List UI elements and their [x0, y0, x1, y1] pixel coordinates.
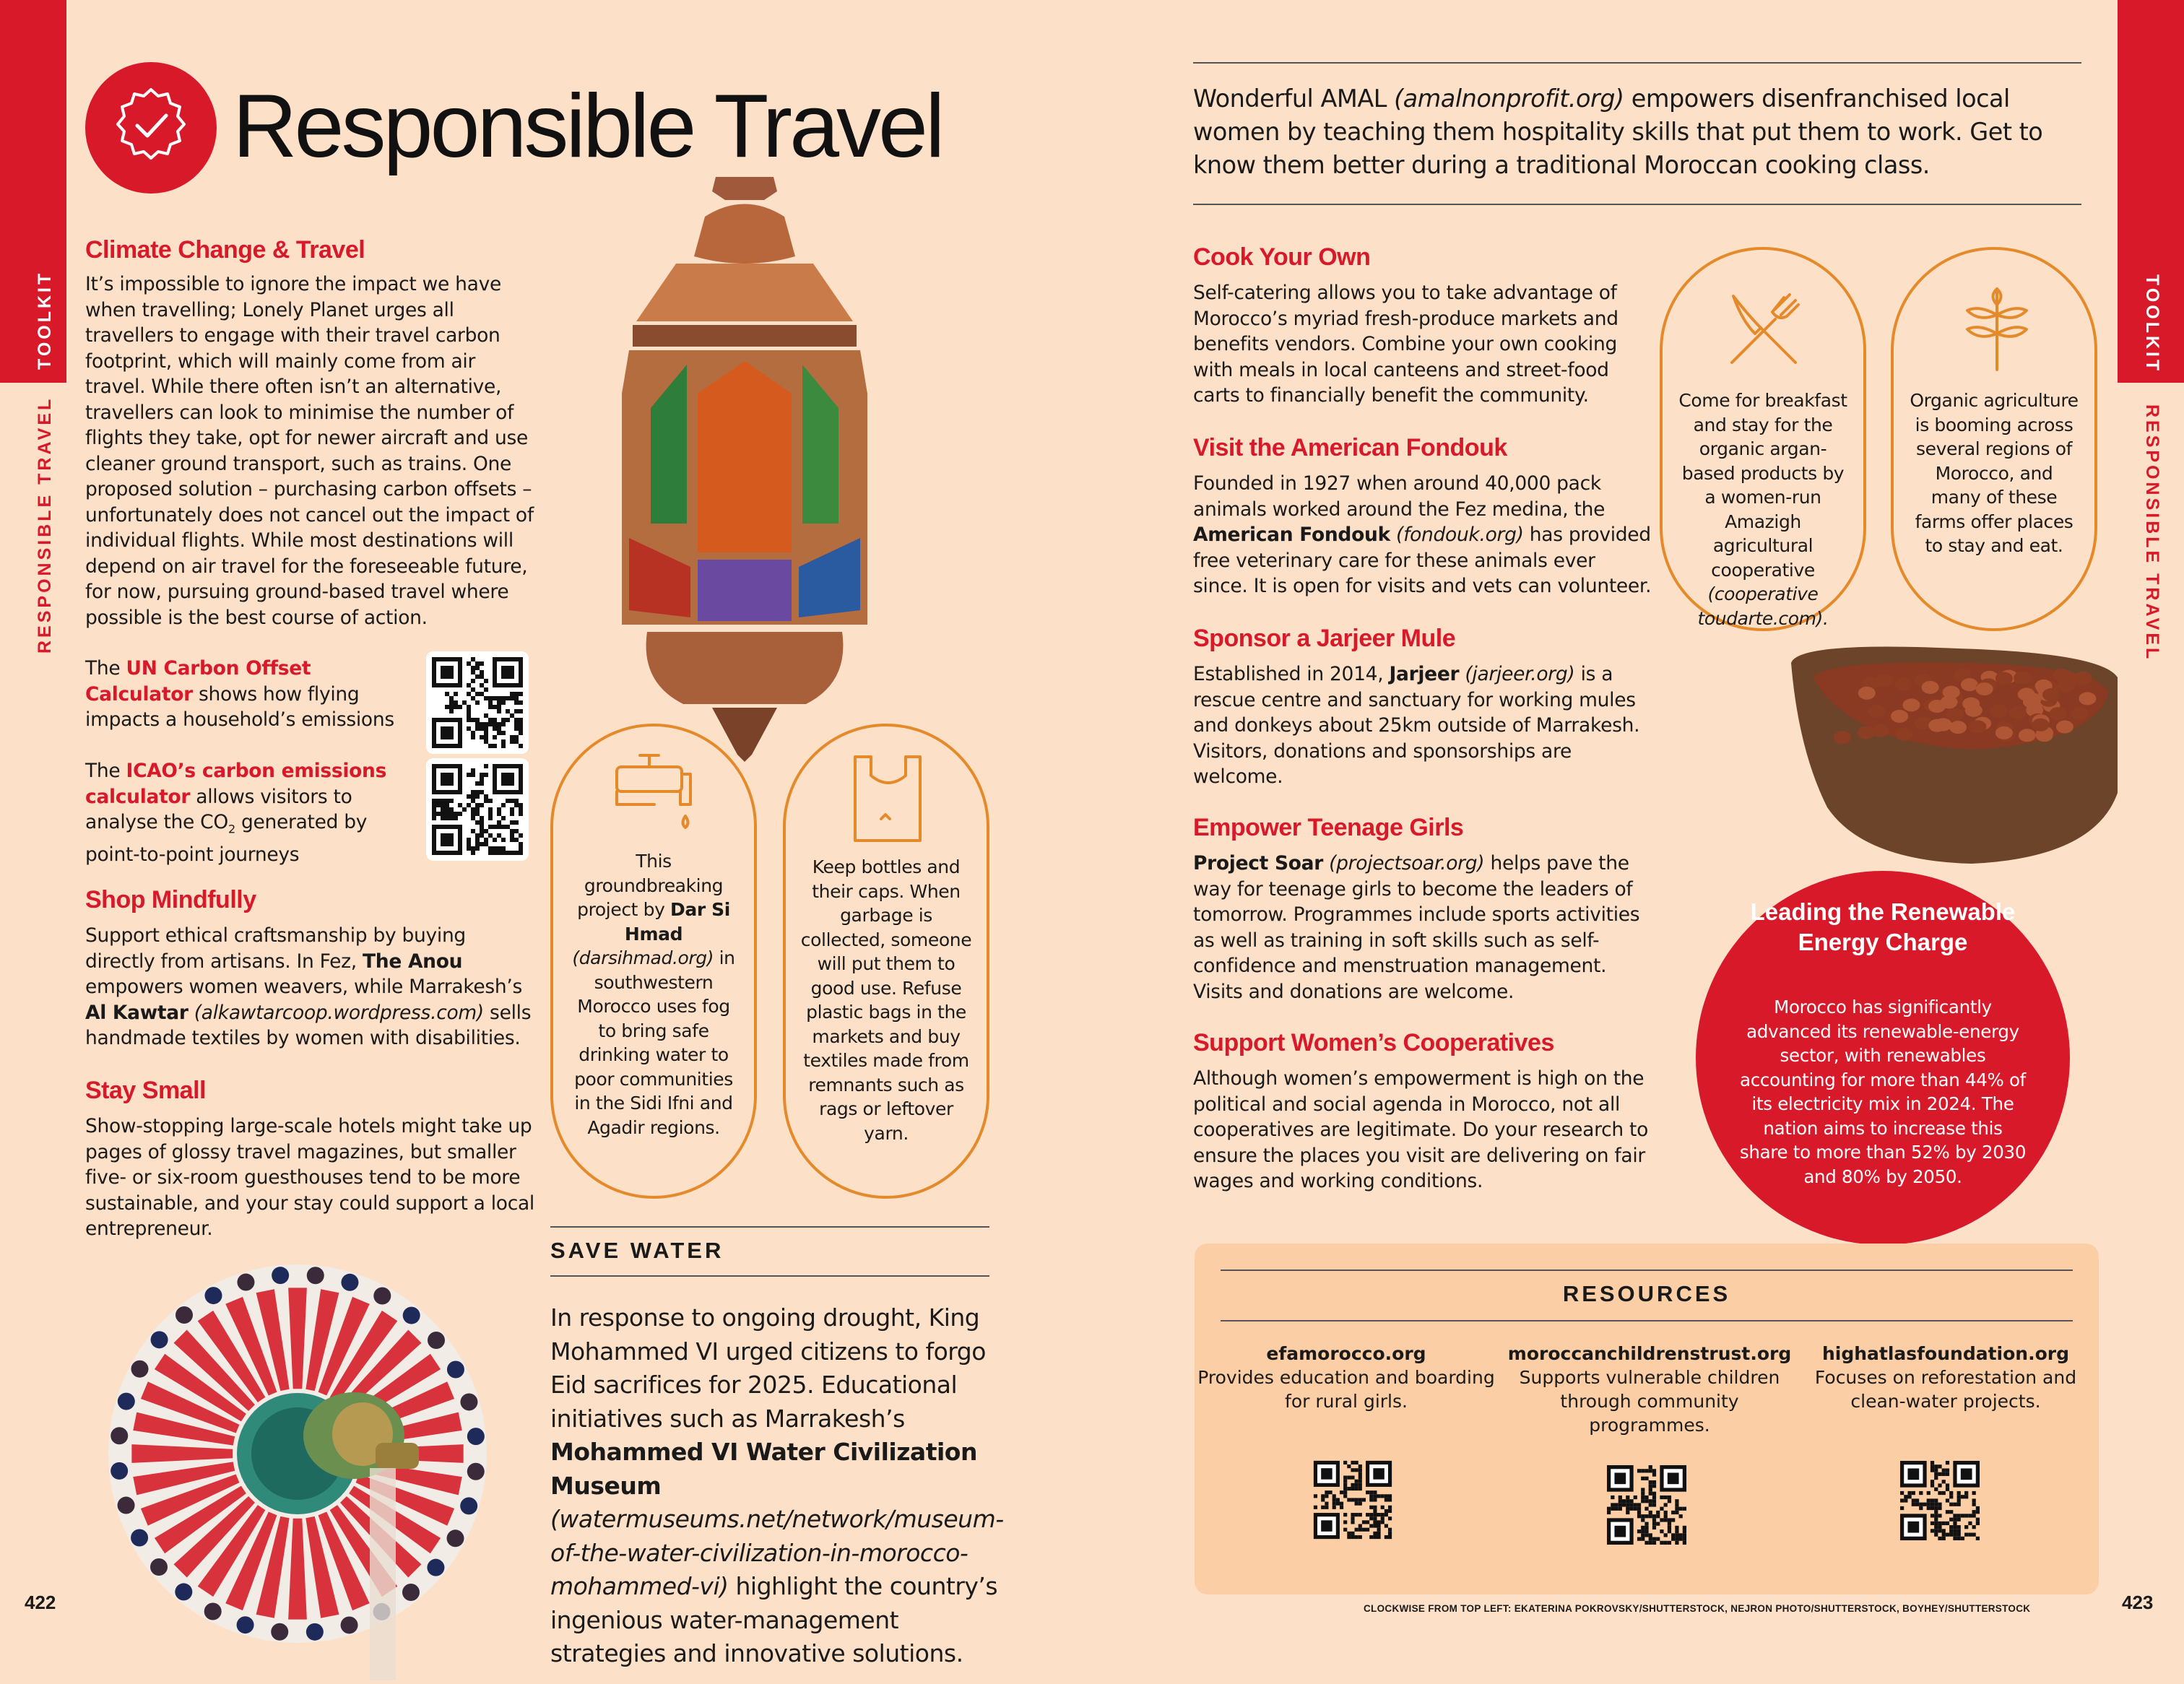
resource-item — [1195, 1342, 1498, 1413]
breakfast-pill-text: Come for breakfast and stay for the organic argan-based products by a women-run Amazigh agricultural cooperative (cooperative toudarte.com). — [1678, 390, 1847, 629]
resource-item — [1498, 1342, 1801, 1437]
icao-calculator-link[interactable]: ICAO’s carbon emissions calculator — [85, 760, 387, 808]
save-water-label: SAVE WATER — [550, 1238, 724, 1263]
resource-url[interactable]: highatlasfoundation.org — [1821, 1343, 2069, 1364]
un-calculator-text: The UN Carbon Offset Calculator shows how flying impacts a household’s emissions — [85, 657, 394, 731]
qr-code-efamorocco[interactable] — [1309, 1456, 1397, 1544]
cook-heading: Cook Your Own — [1193, 243, 1371, 271]
climate-heading: Climate Change & Travel — [85, 236, 365, 264]
resources-box — [1195, 1244, 2099, 1594]
rule — [1221, 1320, 2073, 1321]
faucet-icon — [611, 750, 698, 843]
shop-heading: Shop Mindfully — [85, 886, 256, 913]
organic-pill — [1891, 247, 2097, 631]
resources-label: RESOURCES — [1562, 1281, 1731, 1306]
right-sidebar — [2118, 0, 2184, 1680]
page-number-left: 422 — [25, 1592, 56, 1613]
un-calculator-link[interactable]: UN Carbon Offset Calculator — [85, 657, 311, 706]
page-title: Responsible Travel — [233, 77, 942, 176]
save-water-pill — [550, 724, 757, 1199]
stay-body: Show-stopping large-scale hotels might take up pages of glossy travel magazines, but smaller five- or six-room guesthouses tend to be more sustainable, and your stay could support a local entrepreneur. — [85, 1115, 534, 1240]
qr-code-highatlasfoundation[interactable] — [1895, 1456, 1985, 1545]
fork-knife-icon — [1720, 287, 1807, 374]
sidebar-toolkit-label: TOOLKIT — [35, 270, 55, 370]
photo-credits: CLOCKWISE FROM TOP LEFT: EKATERINA POKROVSKY/SHUTTERSTOCK, NEJRON PHOTO/SHUTTERSTOCK, BOYHEY/SHUTTERSTOCK — [1364, 1603, 2031, 1614]
stay-heading: Stay Small — [85, 1077, 206, 1104]
qr-code-icao-calculator[interactable] — [426, 758, 529, 861]
fondouk-heading: Visit the American Fondouk — [1193, 434, 1507, 461]
breakfast-pill — [1660, 247, 1866, 631]
qr-code-moroccanchildrenstrust[interactable] — [1602, 1460, 1691, 1550]
sidebar-toolkit-label: TOOLKIT — [2142, 274, 2162, 374]
plastic-pill — [783, 724, 989, 1199]
page-number-right: 423 — [2122, 1592, 2154, 1613]
sidebar-section-label: RESPONSIBLE TRAVEL — [35, 396, 55, 654]
argan-basket-image — [1784, 634, 2118, 872]
rule — [1221, 1269, 2073, 1271]
plastic-pill-text: Keep bottles and their caps. When garbage is collected, someone will put them to good use. Refuse plastic bags in the markets and buy textiles made from remnants such as rags or leftover yarn. — [800, 856, 972, 1144]
icao-calculator-text: The ICAO’s carbon emissions calculator allows visitors to analyse the $CO_2$ generated by point-to-point journeys — [85, 760, 387, 866]
resource-desc: Focuses on reforestation and clean-water projects. — [1814, 1367, 2077, 1412]
resource-desc: Supports vulnerable children through community programmes. — [1519, 1367, 1780, 1436]
fountain-image — [108, 1262, 498, 1680]
left-sidebar — [0, 0, 66, 1680]
coops-heading: Support Women’s Cooperatives — [1193, 1029, 1554, 1056]
cook-body: Self-catering allows you to take advantage of Morocco’s myriad fresh-produce markets and benefits vendors. Combine your own cooking with meals in local canteens and street-food carts to financially benefit the community. — [1193, 282, 1618, 407]
energy-heading: Leading the Renewable Energy Charge — [1750, 898, 2016, 955]
save-water-body: In response to ongoing drought, King Mohammed VI urged citizens to forgo Eid sacrifices for 2025. Educational initiatives such as Marrakesh’s Mohammed VI Water Civilization Museum (watermuseums.net/network/museum-of-the-water-civilization-in-morocco-mohammed-vi) highlight the country’s ingenious water-management strategies and innovative solutions. — [550, 1303, 1004, 1667]
energy-body: Morocco has significantly advanced its renewable-energy sector, with renewables accounting for more than 44% of its electricity mix in 2024. The nation aims to increase this share to more than 52% by 2030 and 80% by 2050. — [1739, 997, 2027, 1187]
shop-body: Support ethical craftsmanship by buying directly from artisans. In Fez, The Anou empowers women weavers, while Marrakesh’s Al Kawtar (alkawtarcoop.wordpress.com) sells handmade textiles by women with disabilities. — [85, 924, 532, 1049]
sidebar-band — [0, 0, 66, 383]
shopping-bag-icon — [845, 747, 932, 848]
organic-pill-text: Organic agriculture is booming across several regions of Morocco, and many of these farms offer places to stay and eat. — [1910, 390, 2079, 556]
plant-icon — [1957, 279, 2037, 373]
jarjeer-body: Established in 2014, Jarjeer (jarjeer.org) is a rescue centre and sanctuary for working mules and donkeys about 25km outside of Marrakesh. Visitors, donations and sponsorships are welcome. — [1193, 663, 1640, 788]
climate-body: It’s impossible to ignore the impact we have when travelling; Lonely Planet urges all travellers to engage with their travel carbon footprint, which will mainly come from air travel. While there often isn’t an alternative, travellers can look to minimise the number of flights they take, opt for newer aircraft and use cleaner ground transport, such as trains. One proposed solution – purchasing carbon offsets – unfortunately does not cancel out the impact of individual flights. While most destinations will depend on air travel for the foreseeable future, for now, pursuing ground-based travel where possible is the best course of action. — [85, 273, 534, 629]
rule — [1193, 62, 2081, 64]
jarjeer-heading: Sponsor a Jarjeer Mule — [1193, 625, 1456, 652]
resource-item — [1794, 1342, 2097, 1413]
rule — [550, 1275, 989, 1277]
resource-url[interactable]: moroccanchildrenstrust.org — [1507, 1343, 1792, 1364]
qr-code-un-calculator[interactable] — [426, 651, 529, 754]
save-water-pill-text: This groundbreaking project by Dar Si Hmad (darsihmad.org) in southwestern Morocco uses fog to bring safe drinking water to poor communities in the Sidi Ifni and Agadir regions. — [572, 851, 735, 1138]
amal-intro: Wonderful AMAL (amalnonprofit.org) empowers disenfranchised local women by teaching them hospitality skills that put them to work. Get to know them better during a traditional Moroccan cooking class. — [1193, 84, 2043, 179]
rule — [550, 1226, 989, 1228]
fondouk-body: Founded in 1927 when around 40,000 pack animals worked around the Fez medina, the American Fondouk (fondouk.org) has provided free veterinary care for these animals ever since. It is open for visits and vets can volunteer. — [1193, 472, 1652, 597]
girls-body: Project Soar (projectsoar.org) helps pave the way for teenage girls to become the leaders of tomorrow. Programmes include sports activities as well as training in soft skills such as self-confidence and menstruation management. Visits and donations are welcome. — [1193, 852, 1640, 1003]
girls-heading: Empower Teenage Girls — [1193, 814, 1464, 841]
badge-check-icon — [85, 62, 217, 194]
sidebar-section-label: RESPONSIBLE TRAVEL — [2142, 404, 2162, 662]
lantern-image — [597, 177, 893, 769]
energy-callout — [1696, 871, 2070, 1245]
rule — [1193, 204, 2081, 205]
coops-body: Although women’s empowerment is high on the political and social agenda in Morocco, not all cooperatives are legitimate. Do your research to ensure the places you visit are delivering on fair wages and working conditions. — [1193, 1067, 1649, 1192]
resource-desc: Provides education and boarding for rural girls. — [1197, 1367, 1495, 1412]
resource-url[interactable]: efamorocco.org — [1266, 1343, 1426, 1364]
